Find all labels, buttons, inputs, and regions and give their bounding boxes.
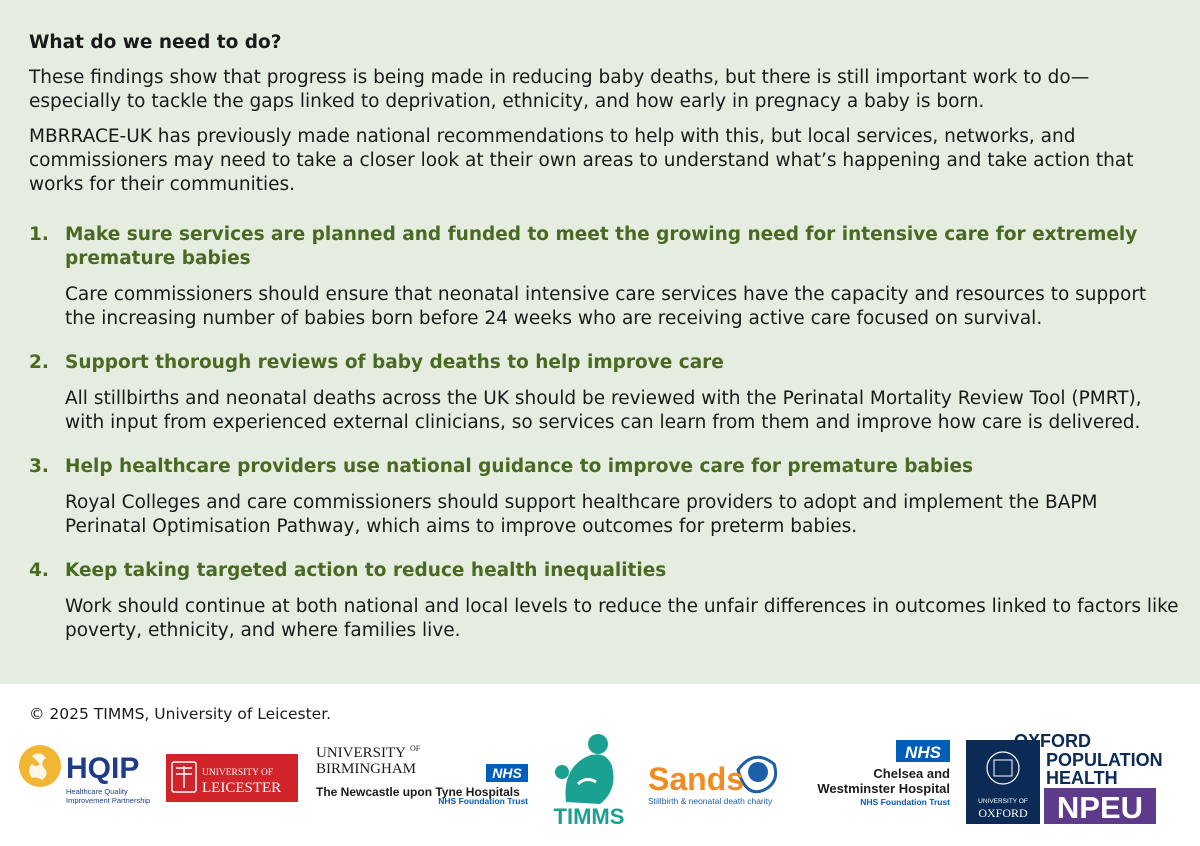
recommendation-item-4 bbox=[29, 559, 1179, 643]
hqip-wordmark: HQIP bbox=[66, 752, 140, 785]
hqip-tagline-2: Improvement Partnership bbox=[66, 796, 151, 805]
recommendation-title: Support thorough reviews of baby deaths to help improve care bbox=[65, 352, 724, 373]
recommendation-body: Royal Colleges and care commissioners should support healthcare providers to adopt and implement the BAPM Perinatal Optimisation Pathway, which aims to improve outcomes for preterm babies. bbox=[65, 492, 1098, 537]
svg-text:NHS: NHS bbox=[492, 765, 522, 781]
npeu-wordmark: NPEU bbox=[1056, 790, 1144, 825]
recommendation-body: Care commissioners should ensure that neonatal intensive care services have the capacity and resources to support the increasing number of babies born before 24 weeks who are receiving active care focused on survival. bbox=[65, 284, 1147, 329]
recommendation-body: Work should continue at both national and local levels to reduce the unfair differences in outcomes linked to factors like poverty, ethnicity, and where families live. bbox=[65, 596, 1179, 641]
partner-logos bbox=[0, 730, 1200, 846]
leicester-line-1: UNIVERSITY OF bbox=[202, 768, 274, 778]
recommendation-title: Make sure services are planned and funded to meet the growing need for intensive care for extremely premature babies bbox=[65, 224, 1138, 269]
timms-wordmark: TIMMS bbox=[553, 804, 625, 828]
recommendation-body: All stillbirths and neonatal deaths across the UK should be reviewed with the Perinatal Mortality Review Tool (PMRT), with input from experienced external clinicians, so services can learn from them and improve how care is delivered. bbox=[65, 388, 1142, 433]
timms-logo bbox=[544, 732, 634, 828]
birmingham-line-2: BIRMINGHAM bbox=[316, 761, 417, 777]
recommendation-number: 2. bbox=[29, 352, 49, 373]
timms-figure-icon bbox=[588, 734, 608, 754]
recommendation-title: Help healthcare providers use national guidance to improve care for premature babies bbox=[65, 456, 974, 477]
sands-logo bbox=[646, 748, 782, 808]
page-heading: What do we need to do? bbox=[29, 32, 282, 53]
content bbox=[29, 30, 1179, 663]
recommendation-number: 4. bbox=[29, 560, 49, 581]
birmingham-line-1: UNIVERSITY bbox=[316, 745, 406, 761]
newcastle-line-1: The Newcastle upon Tyne Hospitals bbox=[316, 785, 520, 799]
chelsea-westminster-logo bbox=[796, 740, 952, 812]
oxford-ph-line-2: POPULATION bbox=[1046, 750, 1163, 770]
copyright-text: © 2025 TIMMS, University of Leicester. bbox=[29, 705, 332, 723]
recommendation-item-3 bbox=[29, 455, 1179, 539]
oxford-uni-line-2: OXFORD bbox=[978, 806, 1028, 820]
recommendation-list bbox=[29, 223, 1179, 643]
chelsea-line-1: Chelsea and bbox=[873, 766, 950, 781]
oxford-ph-line-1: OXFORD bbox=[1014, 731, 1092, 751]
recommendation-number: 3. bbox=[29, 456, 49, 477]
hqip-tagline-1: Healthcare Quality bbox=[66, 787, 128, 796]
recommendation-item-2 bbox=[29, 351, 1179, 435]
chelsea-line-3: NHS Foundation Trust bbox=[860, 797, 950, 807]
recommendation-title: Keep taking targeted action to reduce health inequalities bbox=[65, 560, 667, 581]
recommendation-number: 1. bbox=[29, 224, 49, 245]
svg-text:NHS: NHS bbox=[905, 743, 941, 762]
leicester-logo bbox=[166, 754, 298, 802]
leicester-line-2: LEICESTER bbox=[202, 780, 282, 796]
oxford-npeu-logo bbox=[966, 730, 1182, 830]
hqip-logo bbox=[18, 742, 156, 806]
sands-wordmark: Sands bbox=[648, 761, 745, 797]
birmingham-of: OF bbox=[410, 744, 421, 753]
newcastle-line-2: NHS Foundation Trust bbox=[438, 796, 528, 804]
oxford-ph-line-3: HEALTH bbox=[1046, 768, 1118, 788]
birmingham-newcastle-logo bbox=[314, 742, 534, 804]
recommendation-item-1 bbox=[29, 223, 1179, 331]
sands-tagline: Stillbirth & neonatal death charity bbox=[648, 796, 773, 806]
chelsea-line-2: Westminster Hospital bbox=[817, 781, 950, 796]
intro-paragraph-1: These findings show that progress is being made in reducing baby deaths, but there is still important work to do—especially to tackle the gaps linked to deprivation, ethnicity, and how early in pregnacy a baby is born. bbox=[29, 67, 1090, 112]
oxford-uni-line-1: UNIVERSITY OF bbox=[978, 798, 1028, 805]
intro-paragraph-2: MBRRACE-UK has previously made national recommendations to help with this, but local services, networks, and commissioners may need to take a closer look at their own areas to understand what’s happening and take action that works for their communities. bbox=[29, 126, 1134, 195]
